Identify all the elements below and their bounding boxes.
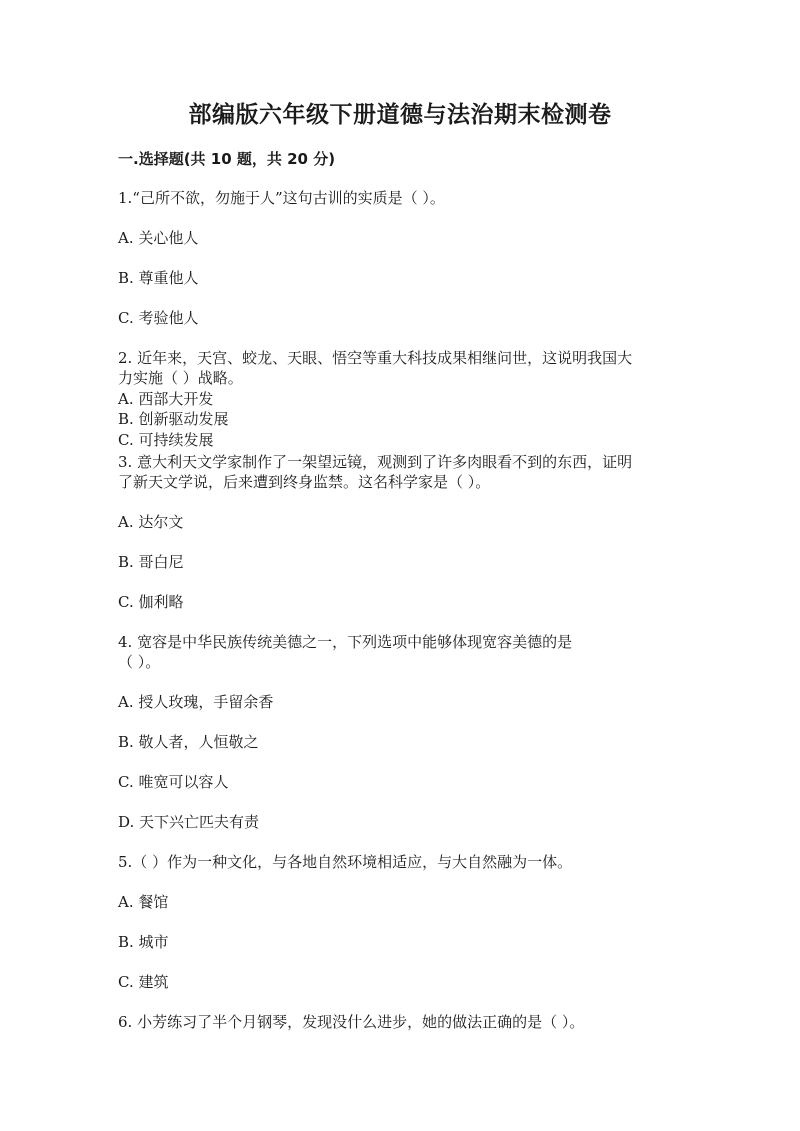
question-2-stem-line2: 力实施（ ）战略。 [118,369,243,387]
question-5-stem: 5.（ ）作为一种文化，与各地自然环境相适应，与大自然融为一体。 [118,853,573,871]
question-5-option-b: B. 城市 [118,933,169,951]
question-1-option-b: B. 尊重他人 [118,269,199,287]
page-title: 部编版六年级下册道德与法治期末检测卷 [188,102,612,128]
question-3-option-a: A. 达尔文 [118,513,184,531]
question-1-stem: 1.“己所不欲，勿施于人”这句古训的实质是（ ）。 [118,189,445,207]
question-2-stem-line1: 2. 近年来，天宫、蛟龙、天眼、悟空等重大科技成果相继问世，这说明我国大 [118,349,633,367]
question-1-option-c: C. 考验他人 [118,309,199,327]
question-4-option-d: D. 天下兴亡匹夫有责 [118,813,260,831]
question-2-option-c: C. 可持续发展 [118,431,214,449]
question-6-stem: 6. 小芳练习了半个月钢琴，发现没什么进步，她的做法正确的是（ ）。 [118,1013,585,1031]
question-4-option-c: C. 唯宽可以容人 [118,773,229,791]
question-3-option-b: B. 哥白尼 [118,553,184,571]
question-5-option-a: A. 餐馆 [118,893,169,911]
question-4-option-b: B. 敬人者，人恒敬之 [118,733,259,751]
question-4-stem-line1: 4. 宽容是中华民族传统美德之一，下列选项中能够体现宽容美德的是 [118,633,573,651]
question-5-option-c: C. 建筑 [118,973,169,991]
section-heading: 一.选择题(共 10 题，共 20 分) [118,150,336,168]
question-3-stem-line2: 了新天文学说，后来遭到终身监禁。这名科学家是（ ）。 [118,473,491,491]
question-3-option-c: C. 伽利略 [118,593,184,611]
question-3-stem-line1: 3. 意大利天文学家制作了一架望远镜，观测到了许多肉眼看不到的东西，证明 [118,453,633,471]
question-4-stem-line2: （ ）。 [118,653,161,671]
question-4-option-a: A. 授人玫瑰，手留余香 [118,693,274,711]
question-2-option-b: B. 创新驱动发展 [118,410,229,428]
question-1-option-a: A. 关心他人 [118,229,199,247]
question-2-option-a: A. 西部大开发 [118,390,214,408]
